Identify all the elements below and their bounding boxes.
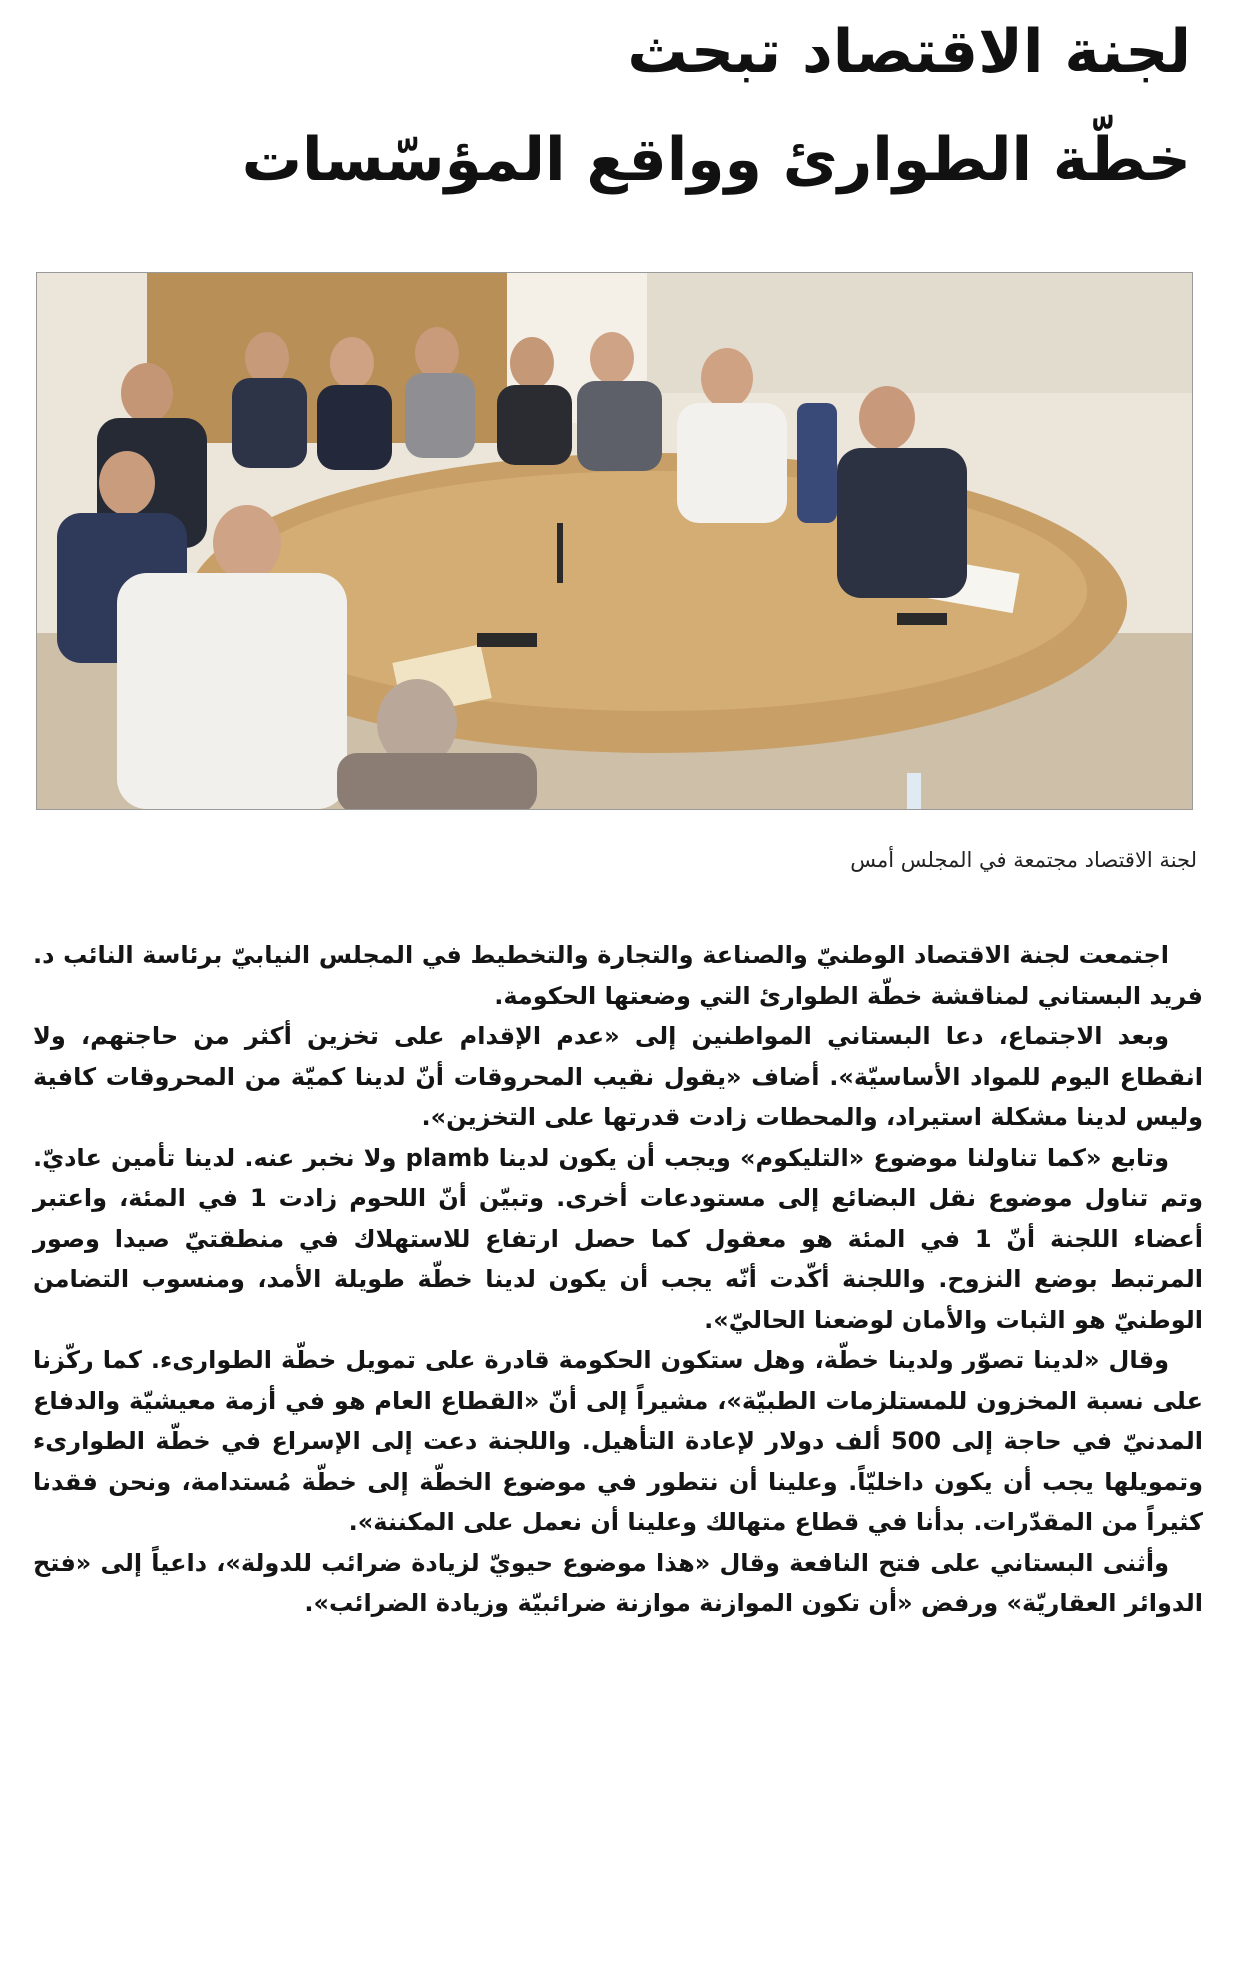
paragraph: [33, 1016, 1203, 1138]
paragraph: [33, 935, 1203, 1016]
meeting-photo-illustration: [37, 273, 1192, 809]
photo-bottle-2: [907, 773, 921, 809]
paragraph-text: وأثنى البستاني على فتح النافعة وقال «هذا موضوع حيويّ لزيادة ضرائب للدولة»، داعياً إلى «فتح الدوائر العقاريّة» ورفض «أن تكون الموازنة موازنة ضرائبيّة وزيادة الضرائب».: [33, 1548, 1203, 1617]
paragraph-text: وقال «لدينا تصوّر ولدينا خطّة، وهل ستكون الحكومة قادرة على تمويل خطّة الطوارىء. كما ركّزنا على نسبة المخزون للمستلزمات الطبيّة»، مشيراً إلى أنّ «القطاع العام هو في أزمة معيشيّة والدفاع المدنيّ في حاجة إلى 500 ألف دولار لإعادة التأهيل. واللجنة دعت إلى الإسراع في خطّة الطوارىء وتمويلها يجب أن يكون داخليّاً. وعلينا أن نتطور في موضوع الخطّة إلى خطّة مُستدامة، ونحن فقدنا كثيراً من المقدّرات. بدأنا في قطاع متهالك وعلينا أن نعمل على المكننة».: [33, 1346, 1203, 1536]
photo-microphone: [557, 523, 563, 583]
headline-line-2: خطّة الطوارئ وواقع المؤسّسات: [241, 125, 1191, 195]
paragraph: [33, 1138, 1203, 1341]
headline-line-1: لجنة الاقتصاد تبحث: [627, 17, 1191, 87]
paragraph: [33, 1340, 1203, 1543]
photo-mic-base: [477, 633, 537, 647]
paragraph-text: اجتمعت لجنة الاقتصاد الوطنيّ والصناعة والتجارة والتخطيط في المجلس النيابيّ برئاسة النائب د. فريد البستاني لمناقشة خطّة الطوارئ التي وضعتها الحكومة.: [33, 941, 1203, 1010]
photo-caption: لجنة الاقتصاد مجتمعة في المجلس أمس: [850, 848, 1197, 872]
paragraph-text: وبعد الاجتماع، دعا البستاني المواطنين إلى «عدم الإقدام على تخزين أكثر من حاجتهم، ولا انقطاع اليوم للمواد الأساسيّة». أضاف «يقول نقيب المحروقات أنّ لدينا كميّة من المحروقات كافية وليس لدينا مشكلة استيراد، والمحطات زادت قدرتها على التخزين».: [33, 1022, 1203, 1131]
paragraph-text: وتابع «كما تناولنا موضوع «التليكوم» ويجب أن يكون لدينا plamb ولا نخبر عنه. لدينا تأمين عاديّ. وتم تناول موضوع نقل البضائع إلى مستودعات أخرى. وتبيّن أنّ اللحوم زادت 1 في المئة، واعتبر أعضاء اللجنة أنّ 1 في المئة هو معقول كما حصل ارتفاع للاستهلاك في منطقتيّ صيدا وصور المرتبط بوضع النزوح. واللجنة أكّدت أنّه يجب أن يكون لدينا خطّة طويلة الأمد، ومنسوب التضامن الوطنيّ هو الثبات والأمان لوضعنا الحاليّ».: [33, 1143, 1203, 1334]
article-photo: [36, 272, 1193, 810]
paragraph: [33, 1543, 1203, 1624]
article-body: [33, 935, 1203, 1624]
photo-mic-base-right: [897, 613, 947, 625]
